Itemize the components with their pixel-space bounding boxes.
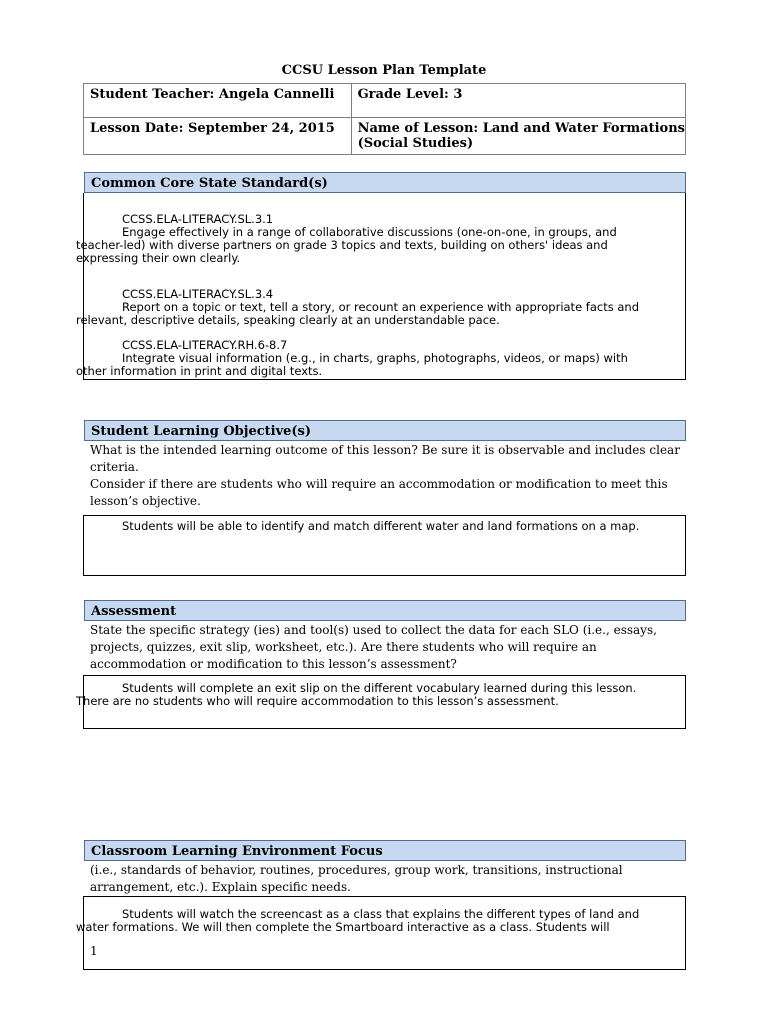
lesson-subject: (Social Studies) bbox=[357, 136, 474, 151]
standards-content bbox=[76, 213, 716, 378]
header-table bbox=[83, 83, 686, 155]
answer-line: water formations. We will then complete the Smartboard interactive as a class. Students will bbox=[76, 920, 610, 934]
assessment-heading: Assessment bbox=[84, 600, 686, 621]
standard-line: Report on a topic or text, tell a story, or recount an experience with appropriate facts and bbox=[122, 300, 640, 314]
standard-line: Engage effectively in a range of collaborative discussions (one-on-one, in groups, and bbox=[122, 225, 617, 239]
prompt-line: criteria. bbox=[90, 460, 139, 474]
standard-line: other information in print and digital texts. bbox=[76, 364, 323, 378]
lesson-name-cell bbox=[351, 118, 685, 155]
student-teacher-cell: Student Teacher: Angela Cannelli bbox=[84, 84, 352, 118]
standard-line: Integrate visual information (e.g., in charts, graphs, photographs, videos, or maps) with bbox=[122, 351, 628, 365]
assessment-answer bbox=[76, 682, 716, 708]
environment-heading: Classroom Learning Environment Focus bbox=[84, 840, 686, 861]
answer-line: Students will complete an exit slip on the different vocabulary learned during this lesson. bbox=[122, 681, 637, 695]
assessment-prompt bbox=[90, 622, 690, 673]
lesson-name: Name of Lesson: Land and Water Formations bbox=[357, 121, 685, 136]
standard-item bbox=[76, 213, 716, 265]
prompt-line: Consider if there are students who will require an accommodation or modification to meet this bbox=[90, 477, 668, 491]
objectives-prompt bbox=[90, 442, 690, 510]
objectives-heading: Student Learning Objective(s) bbox=[84, 420, 686, 441]
lesson-date-cell: Lesson Date: September 24, 2015 bbox=[84, 118, 352, 155]
standard-code: CCSS.ELA-LITERACY.RH.6-8.7 bbox=[122, 338, 288, 352]
standard-line: relevant, descriptive details, speaking clearly at an understandable pace. bbox=[76, 313, 500, 327]
standard-line: teacher-led) with diverse partners on grade 3 topics and texts, building on others' ideas and bbox=[76, 238, 608, 252]
objectives-answer: Students will be able to identify and match different water and land formations on a map. bbox=[122, 519, 640, 533]
prompt-line: State the specific strategy (ies) and tool(s) used to collect the data for each SLO (i.e., essays, bbox=[90, 623, 657, 637]
prompt-line: lesson’s objective. bbox=[90, 494, 201, 508]
prompt-line: (i.e., standards of behavior, routines, procedures, group work, transitions, instructional bbox=[90, 863, 623, 877]
standard-code: CCSS.ELA-LITERACY.SL.3.4 bbox=[122, 287, 274, 301]
environment-answer bbox=[76, 908, 716, 934]
grade-level-cell: Grade Level: 3 bbox=[351, 84, 685, 118]
prompt-line: projects, quizzes, exit slip, worksheet, etc.). Are there students who will require an bbox=[90, 640, 597, 654]
prompt-line: arrangement, etc.). Explain specific needs. bbox=[90, 880, 351, 894]
prompt-line: accommodation or modification to this lesson’s assessment? bbox=[90, 657, 457, 671]
page-number: 1 bbox=[90, 944, 98, 958]
standard-item bbox=[76, 288, 716, 327]
standard-line: expressing their own clearly. bbox=[76, 251, 241, 265]
standards-heading: Common Core State Standard(s) bbox=[84, 172, 686, 193]
standard-code: CCSS.ELA-LITERACY.SL.3.1 bbox=[122, 212, 274, 226]
answer-line: Students will watch the screencast as a class that explains the different types of land and bbox=[122, 907, 640, 921]
answer-line: There are no students who will require accommodation to this lesson’s assessment. bbox=[76, 694, 559, 708]
prompt-line: What is the intended learning outcome of this lesson? Be sure it is observable and includes clear bbox=[90, 443, 680, 457]
standard-item bbox=[76, 339, 716, 378]
standards-box-bottom bbox=[83, 379, 686, 380]
document-title: CCSU Lesson Plan Template bbox=[281, 63, 487, 78]
environment-prompt bbox=[90, 862, 690, 896]
